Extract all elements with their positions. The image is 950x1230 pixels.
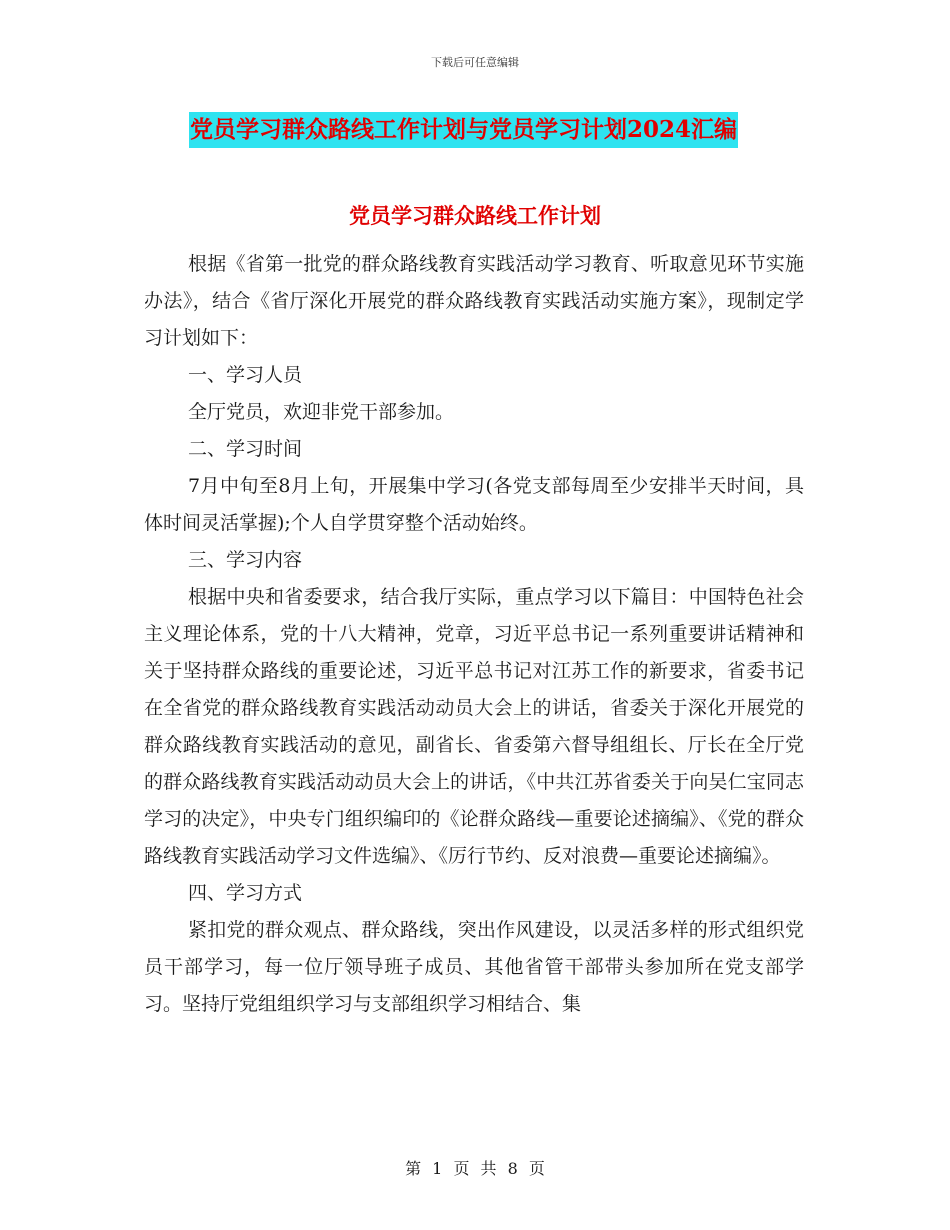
section-title: 党员学习群众路线工作计划	[349, 203, 601, 228]
paragraph-content: 根据中央和省委要求，结合我厅实际，重点学习以下篇目：中国特色社会主义理论体系，党的十八大精神，党章，习近平总书记一系列重要讲话精神和关于坚持群众路线的重要论述，习近平总书记对江苏工作的新要求，省委书记在全省党的群众路线教育实践活动动员大会上的讲话，省委关于深化开展党的群众路线教育实践活动的意见，副省长、省委第六督导组组长、厅长在全厅党的群众路线教育实践活动动员大会上的讲话，《中共江苏省委关于向吴仁宝同志学习的决定》，中央专门组织编印的《论群众路线—重要论述摘编》、《党的群众路线教育实践活动学习文件选编》、《厉行节约、反对浪费—重要论述摘编》。	[144, 586, 804, 867]
body-text	[144, 246, 804, 1023]
page-footer: 第 1 页 共 8 页	[405, 1159, 545, 1178]
document-title: 党员学习群众路线工作计划与党员学习计划2024汇编	[189, 112, 738, 148]
header-note: 下载后可任意编辑	[431, 56, 519, 69]
heading-study-time: 二、学习时间	[188, 438, 303, 460]
paragraph-time: 7月中旬至8月上旬，开展集中学习(各党支部每周至少安排半天时间，具体时间灵活掌握);个人自学贯穿整个活动始终。	[144, 475, 804, 534]
paragraph-method: 紧扣党的群众观点、群众路线，突出作风建设，以灵活多样的形式组织党员干部学习，每一位厅领导班子成员、其他省管干部带头参加所在党支部学习。坚持厅党组组织学习与支部组织学习相结合、集	[144, 919, 804, 1015]
heading-study-content: 三、学习内容	[188, 549, 303, 571]
paragraph-personnel: 全厅党员，欢迎非党干部参加。	[188, 401, 455, 423]
heading-study-personnel: 一、学习人员	[188, 364, 303, 386]
heading-study-method: 四、学习方式	[188, 882, 303, 904]
paragraph-intro: 根据《省第一批党的群众路线教育实践活动学习教育、听取意见环节实施办法》，结合《省厅深化开展党的群众路线教育实践活动实施方案》，现制定学习计划如下：	[144, 253, 804, 349]
